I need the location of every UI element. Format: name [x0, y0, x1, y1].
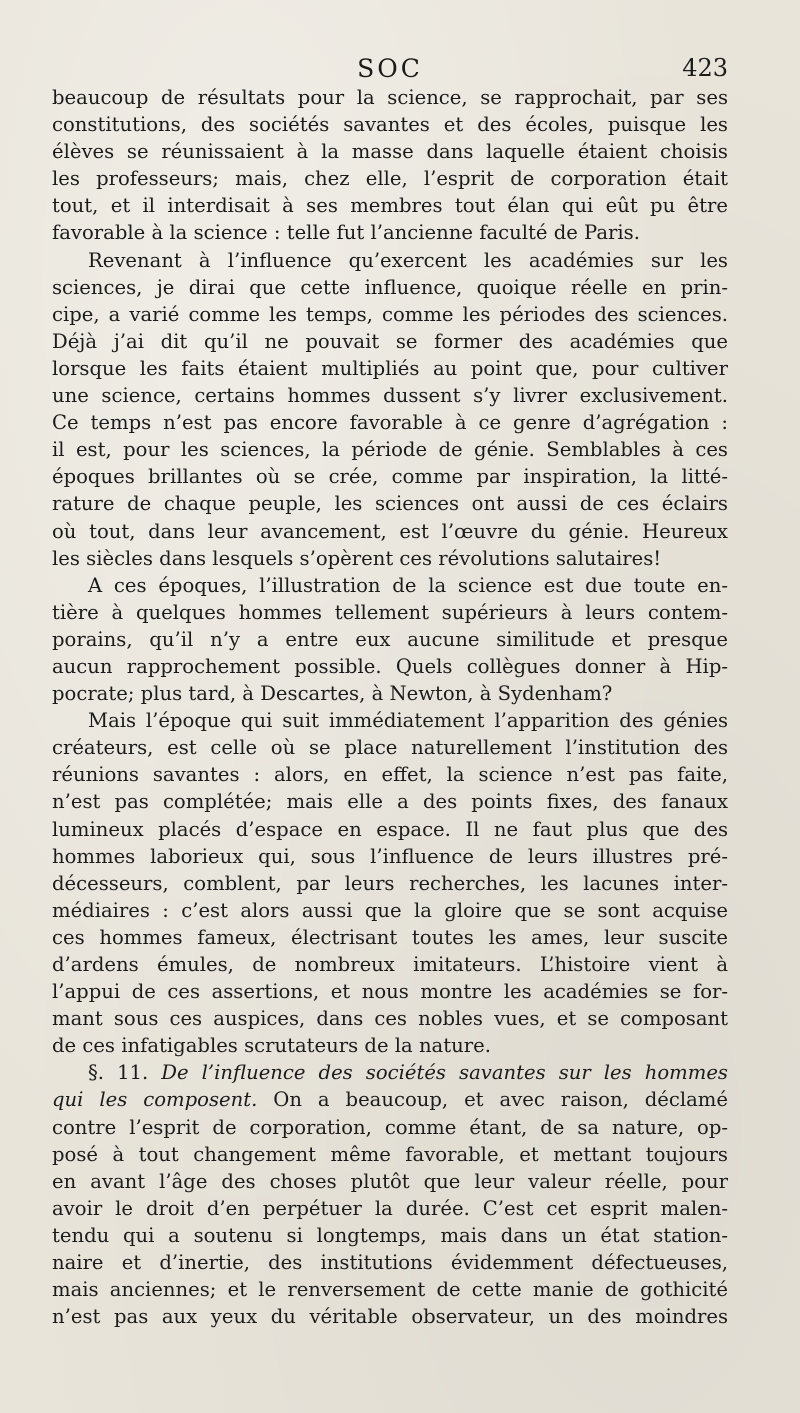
line-text: l’appui de ces assertions, et nous montre les académies se for-	[52, 980, 728, 1004]
text-line	[52, 978, 728, 1005]
line-text: d’ardens émules, de nombreux imitateurs. L’histoire vient à	[52, 953, 728, 976]
text-line	[52, 84, 728, 111]
line-text: où tout, dans leur avancement, est l’œuvre du génie. Heureux	[52, 519, 728, 543]
text-line	[52, 680, 728, 707]
text-line	[52, 734, 728, 761]
line-text: il est, pour les sciences, la période de génie. Semblables à ces	[52, 438, 728, 462]
line-text: n’est pas complétée; mais elle a des points fixes, des fanaux	[52, 790, 728, 814]
text-line	[52, 1249, 728, 1276]
line-text: tière à quelques hommes tellement supérieurs à leurs contem-	[52, 600, 728, 624]
line-text: On a beaucoup, et avec raison, déclamé	[257, 1088, 728, 1112]
text-line	[52, 274, 728, 301]
line-text: contre l’esprit de corporation, comme étant, de sa nature, op-	[52, 1115, 728, 1139]
line-text: en avant l’âge des choses plutôt que leur valeur réelle, pour	[52, 1169, 728, 1193]
line-text: hommes laborieux qui, sous l’influence de leurs illustres pré-	[52, 844, 728, 868]
text-line	[52, 1114, 728, 1141]
page-header	[52, 48, 728, 88]
line-text: les siècles dans lesquels s’opèrent ces révolutions salutaires!	[52, 546, 662, 570]
line-text: créateurs, est celle où se place naturellement l’institution des	[52, 736, 728, 760]
line-text: ces hommes fameux, électrisant toutes les ames, leur suscite	[52, 925, 728, 949]
text-line	[52, 1276, 728, 1303]
text-line	[52, 1005, 728, 1032]
line-text: avoir le droit d’en perpétuer la durée. C’est cet esprit malen-	[52, 1196, 728, 1220]
text-line	[52, 490, 728, 517]
text-line	[52, 545, 728, 572]
line-text: réunions savantes : alors, en effet, la science n’est pas faite,	[52, 763, 728, 787]
line-text: médiaires : c’est alors aussi que la gloire que se sont acquise	[52, 898, 728, 922]
text-line	[52, 328, 728, 355]
line-text: les professeurs; mais, chez elle, l’esprit de corporation était	[52, 167, 728, 191]
text-line	[52, 897, 728, 924]
text-line	[52, 816, 728, 843]
text-line	[52, 111, 728, 138]
italic-text: qui les composent.	[52, 1088, 258, 1112]
line-text: aucun rapprochement possible. Quels collègues donner à Hip-	[52, 654, 728, 678]
line-text: sciences, je dirai que cette influence, quoique réelle en prin-	[52, 275, 728, 299]
text-line	[52, 924, 728, 951]
text-line	[52, 382, 728, 409]
line-text: époques brillantes où se crée, comme par inspiration, la litté-	[52, 465, 728, 489]
text-line	[52, 707, 728, 734]
line-text: de ces infatigables scrutateurs de la nature.	[52, 1034, 491, 1058]
text-line	[52, 247, 728, 274]
text-line	[52, 436, 728, 463]
text-line	[52, 843, 728, 870]
text-line	[52, 1195, 728, 1222]
text-line	[52, 572, 728, 599]
line-text: naire et d’inertie, des institutions évidemment défectueuses,	[52, 1251, 728, 1275]
text-line	[52, 518, 728, 545]
text-line	[52, 761, 728, 788]
text-line	[52, 138, 728, 165]
text-line	[52, 1032, 728, 1059]
line-text: §. 11.	[88, 1061, 162, 1085]
body-text	[52, 84, 728, 1330]
text-line	[52, 409, 728, 436]
line-text: pocrate; plus tard, à Descartes, à Newton, à Sydenham?	[52, 682, 613, 706]
line-text: tout, et il interdisait à ses membres tout élan qui eût pu être	[52, 194, 728, 218]
text-line	[52, 626, 728, 653]
line-text: Ce temps n’est pas encore favorable à ce genre d’agrégation :	[52, 411, 728, 435]
text-line	[52, 165, 728, 192]
line-text: favorable à la science : telle fut l’ancienne faculté de Paris.	[52, 221, 640, 245]
line-text: beaucoup de résultats pour la science, se rapprochait, par ses	[52, 86, 728, 109]
running-head: SOC	[357, 54, 423, 83]
line-text: A ces époques, l’illustration de la science est due toute en-	[88, 573, 728, 597]
line-text: cipe, a varié comme les temps, comme les périodes des sciences.	[52, 302, 728, 326]
line-text: décesseurs, comblent, par leurs recherches, les lacunes inter-	[52, 871, 728, 895]
text-line	[52, 599, 728, 626]
text-line	[52, 192, 728, 219]
text-line	[52, 301, 728, 328]
line-text: lorsque les faits étaient multipliés au point que, pour cultiver	[52, 356, 728, 380]
page-number: 423	[682, 54, 728, 82]
line-text: rature de chaque peuple, les sciences ont aussi de ces éclairs	[52, 492, 728, 516]
text-line	[52, 951, 728, 978]
line-text: Déjà j’ai dit qu’il ne pouvait se former des académies que	[52, 329, 728, 353]
line-text: une science, certains hommes dussent s’y livrer exclusivement.	[52, 384, 728, 408]
line-text: porains, qu’il n’y a entre eux aucune similitude et presque	[52, 627, 728, 651]
text-line	[52, 1086, 728, 1113]
text-line	[52, 1168, 728, 1195]
line-text: mais anciennes; et le renversement de cette manie de gothicité	[52, 1278, 728, 1302]
text-line	[52, 219, 728, 246]
text-line	[52, 1059, 728, 1086]
text-line	[52, 1303, 728, 1330]
text-line	[52, 870, 728, 897]
text-line	[52, 355, 728, 382]
line-text: tendu qui a soutenu si longtemps, mais dans un état station-	[52, 1223, 728, 1247]
text-line	[52, 788, 728, 815]
text-line	[52, 1222, 728, 1249]
line-text: posé à tout changement même favorable, et mettant toujours	[52, 1142, 728, 1166]
line-text: Mais l’époque qui suit immédiatement l’apparition des génies	[88, 709, 728, 733]
text-line	[52, 463, 728, 490]
line-text: n’est pas aux yeux du véritable observateur, un des moindres	[52, 1305, 728, 1329]
line-text: mant sous ces auspices, dans ces nobles vues, et se composant	[52, 1007, 728, 1031]
text-line	[52, 1141, 728, 1168]
line-text: constitutions, des sociétés savantes et des écoles, puisque les	[52, 113, 728, 137]
text-line	[52, 653, 728, 680]
line-text: élèves se réunissaient à la masse dans laquelle étaient choisis	[52, 140, 728, 164]
italic-text: De l’influence des sociétés savantes sur les hommes	[161, 1061, 728, 1085]
line-text: lumineux placés d’espace en espace. Il ne faut plus que des	[52, 817, 728, 841]
line-text: Revenant à l’influence qu’exercent les académies sur les	[88, 248, 728, 272]
